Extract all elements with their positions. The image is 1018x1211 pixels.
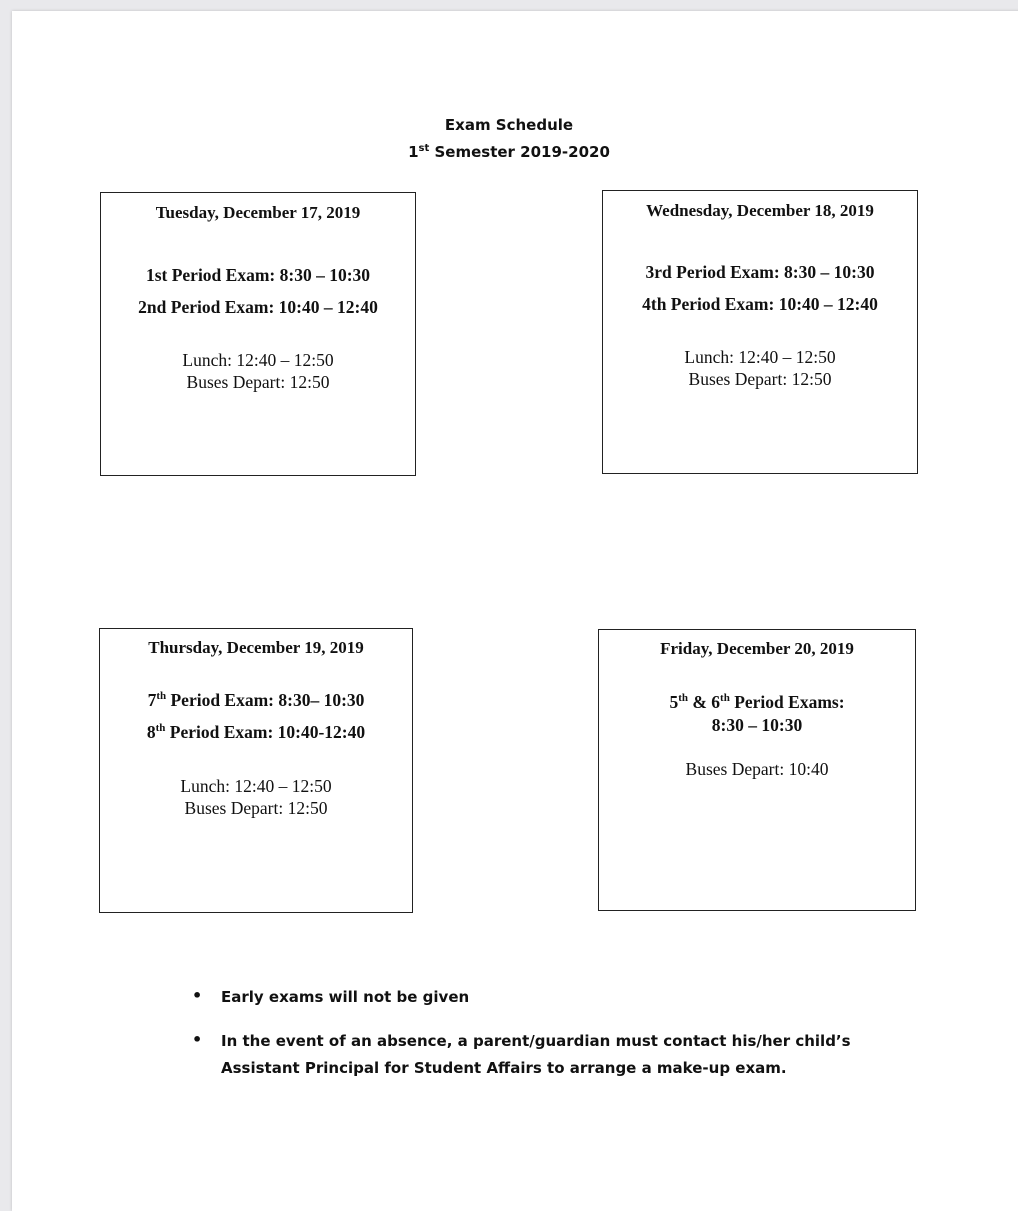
period-text: Period Exam: 10:40-12:40 xyxy=(165,722,366,742)
exam-line-1 xyxy=(599,692,915,713)
lunch-line: Lunch: 12:40 – 12:50 xyxy=(182,350,334,370)
period-ordinal: th xyxy=(720,692,730,705)
subtitle-text: Semester 2019-2020 xyxy=(429,143,610,161)
day-header: Thursday, December 19, 2019 xyxy=(148,638,364,657)
document-subtitle xyxy=(0,143,1018,161)
note-item: Early exams will not be given xyxy=(221,988,470,1006)
period-ordinal: th xyxy=(155,722,166,735)
lunch-line: Lunch: 12:40 – 12:50 xyxy=(180,776,332,796)
buses-line: Buses Depart: 12:50 xyxy=(184,798,328,818)
exam-line-2: 8:30 – 10:30 xyxy=(711,715,803,735)
schedule-box-thursday xyxy=(99,628,413,913)
period-number: 5 xyxy=(669,692,679,712)
document-title: Exam Schedule xyxy=(444,116,574,134)
period-text: & 6 xyxy=(687,692,721,712)
bullet-icon: • xyxy=(192,1030,203,1049)
day-header: Friday, December 20, 2019 xyxy=(660,639,854,658)
buses-line: Buses Depart: 12:50 xyxy=(688,369,832,389)
day-header: Wednesday, December 18, 2019 xyxy=(646,201,874,220)
exam-line-1: 3rd Period Exam: 8:30 – 10:30 xyxy=(645,262,875,282)
period-text: Period Exams: xyxy=(729,692,845,712)
period-ordinal: th xyxy=(156,690,167,703)
period-ordinal: th xyxy=(678,692,688,705)
subtitle-number: 1 xyxy=(408,143,419,161)
schedule-box-friday xyxy=(598,629,916,911)
exam-line-1 xyxy=(100,690,412,711)
buses-line: Buses Depart: 12:50 xyxy=(186,372,330,392)
buses-line: Buses Depart: 10:40 xyxy=(685,759,829,779)
schedule-box-tuesday xyxy=(100,192,416,476)
day-header: Tuesday, December 17, 2019 xyxy=(155,203,361,222)
note-item-line-1: In the event of an absence, a parent/guardian must contact his/her child’s xyxy=(221,1032,851,1050)
note-item-line-2: Assistant Principal for Student Affairs to arrange a make-up exam. xyxy=(221,1059,787,1077)
schedule-box-wednesday xyxy=(602,190,918,474)
bullet-icon: • xyxy=(192,986,203,1005)
lunch-line: Lunch: 12:40 – 12:50 xyxy=(684,347,836,367)
period-text: Period Exam: 8:30– 10:30 xyxy=(166,690,365,710)
period-number: 8 xyxy=(146,722,156,742)
exam-line-2: 2nd Period Exam: 10:40 – 12:40 xyxy=(138,297,378,317)
subtitle-ordinal: st xyxy=(418,143,430,154)
exam-line-1: 1st Period Exam: 8:30 – 10:30 xyxy=(145,265,371,285)
exam-line-2: 4th Period Exam: 10:40 – 12:40 xyxy=(642,294,878,314)
period-number: 7 xyxy=(147,690,157,710)
exam-line-2 xyxy=(100,722,412,743)
